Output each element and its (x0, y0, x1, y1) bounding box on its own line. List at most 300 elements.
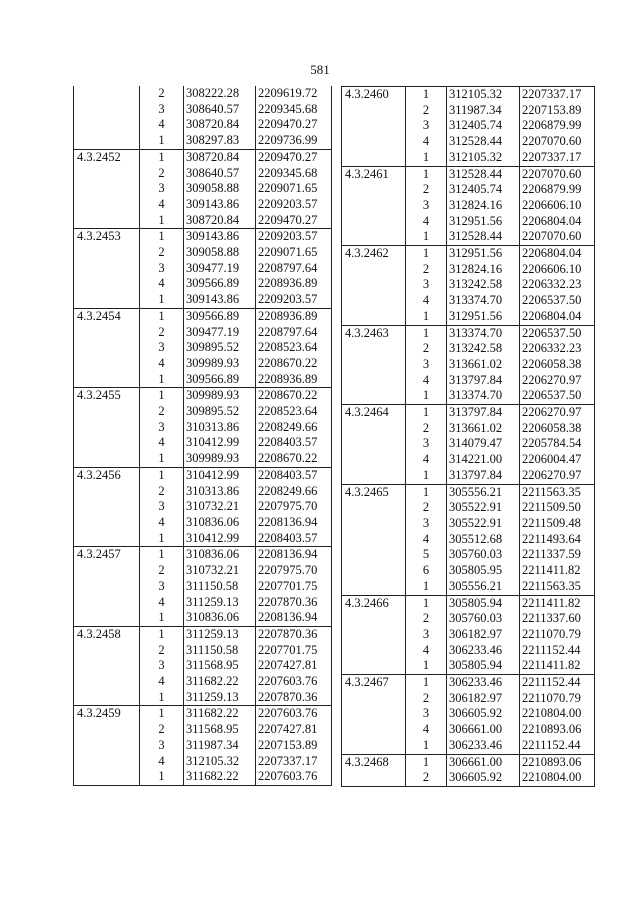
point-number-cell: 3 (406, 627, 447, 643)
x-coordinate-cell: 312824.16 (447, 262, 520, 278)
table-row (74, 261, 332, 277)
point-number-cell: 4 (406, 214, 447, 230)
parcel-id-cell (342, 643, 406, 659)
y-coordinate-cell: 2210893.06 (520, 722, 595, 738)
point-number-cell: 4 (140, 515, 184, 531)
table-row (74, 86, 332, 102)
parcel-id-cell (342, 262, 406, 278)
table-row (342, 468, 595, 484)
y-coordinate-cell: 2207870.36 (256, 595, 332, 611)
x-coordinate-cell: 310313.86 (184, 484, 256, 500)
parcel-id-cell (342, 421, 406, 437)
y-coordinate-cell: 2207070.60 (520, 229, 595, 245)
x-coordinate-cell: 305556.21 (447, 579, 520, 595)
parcel-id-cell (74, 276, 140, 292)
point-number-cell: 3 (406, 706, 447, 722)
x-coordinate-cell: 313374.70 (447, 388, 520, 404)
table-row (342, 229, 595, 245)
parcel-id-cell: 4.3.2457 (74, 547, 140, 563)
y-coordinate-cell: 2206879.99 (520, 118, 595, 134)
point-number-cell: 3 (406, 516, 447, 532)
point-number-cell: 1 (406, 405, 447, 421)
point-number-cell: 4 (406, 373, 447, 389)
table-row (74, 435, 332, 451)
x-coordinate-cell: 308222.28 (184, 86, 256, 102)
table-row (342, 658, 595, 674)
point-number-cell: 1 (140, 769, 184, 785)
point-number-cell: 3 (140, 340, 184, 356)
table-row (342, 500, 595, 516)
parcel-id-cell (342, 229, 406, 245)
parcel-id-cell (74, 531, 140, 547)
y-coordinate-cell: 2206270.97 (520, 405, 595, 421)
table-row (74, 484, 332, 500)
y-coordinate-cell: 2206537.50 (520, 325, 595, 341)
x-coordinate-cell: 308640.57 (184, 166, 256, 182)
point-number-cell: 1 (406, 675, 447, 691)
y-coordinate-cell: 2209071.65 (256, 181, 332, 197)
y-coordinate-cell: 2207337.17 (256, 754, 332, 770)
y-coordinate-cell: 2211152.44 (520, 738, 595, 754)
x-coordinate-cell: 313661.02 (447, 421, 520, 437)
parcel-id-cell (342, 436, 406, 452)
y-coordinate-cell: 2211070.79 (520, 691, 595, 707)
point-number-cell: 2 (406, 770, 447, 786)
parcel-id-cell: 4.3.2462 (342, 246, 406, 262)
parcel-id-cell (342, 341, 406, 357)
table-row (342, 214, 595, 230)
y-coordinate-cell: 2211411.82 (520, 563, 595, 579)
table-row (74, 563, 332, 579)
x-coordinate-cell: 309989.93 (184, 388, 256, 404)
table-row (74, 722, 332, 738)
parcel-id-cell (74, 181, 140, 197)
y-coordinate-cell: 2207603.76 (256, 674, 332, 690)
table-row (342, 547, 595, 563)
parcel-id-cell (342, 611, 406, 627)
y-coordinate-cell: 2208136.94 (256, 515, 332, 531)
table-row (74, 117, 332, 133)
x-coordinate-cell: 305760.03 (447, 611, 520, 627)
y-coordinate-cell: 2208936.89 (256, 308, 332, 324)
coordinates-table-left (73, 86, 332, 786)
parcel-id-cell (342, 182, 406, 198)
point-number-cell: 6 (406, 563, 447, 579)
parcel-id-cell (342, 103, 406, 119)
x-coordinate-cell: 309143.86 (184, 197, 256, 213)
parcel-id-cell (342, 357, 406, 373)
point-number-cell: 1 (140, 292, 184, 308)
x-coordinate-cell: 309989.93 (184, 451, 256, 467)
parcel-id-cell: 4.3.2458 (74, 626, 140, 642)
point-number-cell: 3 (406, 357, 447, 373)
table-row (342, 754, 595, 770)
point-number-cell: 1 (140, 531, 184, 547)
x-coordinate-cell: 306182.97 (447, 691, 520, 707)
table-row (74, 325, 332, 341)
x-coordinate-cell: 312951.56 (447, 246, 520, 262)
point-number-cell: 2 (406, 500, 447, 516)
table-row (342, 691, 595, 707)
x-coordinate-cell: 309143.86 (184, 292, 256, 308)
x-coordinate-cell: 305522.91 (447, 516, 520, 532)
table-row (342, 277, 595, 293)
x-coordinate-cell: 313797.84 (447, 405, 520, 421)
x-coordinate-cell: 306605.92 (447, 770, 520, 786)
point-number-cell: 1 (406, 579, 447, 595)
x-coordinate-cell: 311987.34 (447, 103, 520, 119)
point-number-cell: 1 (140, 229, 184, 245)
parcel-id-cell (74, 404, 140, 420)
table-row (342, 563, 595, 579)
point-number-cell: 1 (406, 150, 447, 166)
x-coordinate-cell: 310313.86 (184, 420, 256, 436)
x-coordinate-cell: 310836.06 (184, 515, 256, 531)
x-coordinate-cell: 311568.95 (184, 658, 256, 674)
table-row (342, 675, 595, 691)
parcel-id-cell (74, 197, 140, 213)
table-row (342, 87, 595, 103)
x-coordinate-cell: 306182.97 (447, 627, 520, 643)
point-number-cell: 3 (406, 118, 447, 134)
parcel-id-cell (74, 754, 140, 770)
parcel-id-cell (342, 468, 406, 484)
point-number-cell: 4 (140, 435, 184, 451)
table-row (74, 166, 332, 182)
x-coordinate-cell: 309566.89 (184, 276, 256, 292)
table-row (74, 372, 332, 388)
parcel-id-cell (74, 166, 140, 182)
parcel-id-cell (342, 738, 406, 754)
point-number-cell: 3 (140, 261, 184, 277)
point-number-cell: 1 (140, 467, 184, 483)
y-coordinate-cell: 2207427.81 (256, 658, 332, 674)
table-row (342, 293, 595, 309)
parcel-id-cell (74, 658, 140, 674)
y-coordinate-cell: 2208403.57 (256, 435, 332, 451)
point-number-cell: 2 (140, 245, 184, 261)
x-coordinate-cell: 314221.00 (447, 452, 520, 468)
coordinates-table-right (341, 86, 595, 787)
y-coordinate-cell: 2206606.10 (520, 262, 595, 278)
y-coordinate-cell: 2206332.23 (520, 277, 595, 293)
x-coordinate-cell: 312951.56 (447, 214, 520, 230)
y-coordinate-cell: 2206537.50 (520, 388, 595, 404)
table-row (74, 451, 332, 467)
table-row (342, 134, 595, 150)
y-coordinate-cell: 2207870.36 (256, 690, 332, 706)
parcel-id-cell (74, 595, 140, 611)
table-row (74, 643, 332, 659)
point-number-cell: 4 (406, 643, 447, 659)
x-coordinate-cell: 312405.74 (447, 118, 520, 134)
point-number-cell: 3 (140, 579, 184, 595)
x-coordinate-cell: 311682.22 (184, 769, 256, 785)
parcel-id-cell (342, 388, 406, 404)
parcel-id-cell (342, 579, 406, 595)
y-coordinate-cell: 2207701.75 (256, 579, 332, 595)
point-number-cell: 2 (140, 563, 184, 579)
parcel-id-cell: 4.3.2467 (342, 675, 406, 691)
y-coordinate-cell: 2209345.68 (256, 102, 332, 118)
y-coordinate-cell: 2209071.65 (256, 245, 332, 261)
point-number-cell: 1 (406, 595, 447, 611)
x-coordinate-cell: 305805.94 (447, 658, 520, 674)
y-coordinate-cell: 2208936.89 (256, 276, 332, 292)
table-row (342, 118, 595, 134)
parcel-id-cell: 4.3.2464 (342, 405, 406, 421)
x-coordinate-cell: 305522.91 (447, 500, 520, 516)
x-coordinate-cell: 306233.46 (447, 675, 520, 691)
point-number-cell: 4 (406, 722, 447, 738)
y-coordinate-cell: 2211411.82 (520, 658, 595, 674)
x-coordinate-cell: 311682.22 (184, 706, 256, 722)
point-number-cell: 1 (406, 309, 447, 325)
parcel-id-cell (74, 133, 140, 149)
x-coordinate-cell: 312951.56 (447, 309, 520, 325)
parcel-id-cell: 4.3.2459 (74, 706, 140, 722)
point-number-cell: 1 (406, 484, 447, 500)
parcel-id-cell (342, 706, 406, 722)
table-row (342, 452, 595, 468)
x-coordinate-cell: 312405.74 (447, 182, 520, 198)
x-coordinate-cell: 309895.52 (184, 340, 256, 356)
parcel-id-cell: 4.3.2465 (342, 484, 406, 500)
y-coordinate-cell: 2205784.54 (520, 436, 595, 452)
y-coordinate-cell: 2207427.81 (256, 722, 332, 738)
point-number-cell: 2 (140, 86, 184, 102)
x-coordinate-cell: 310412.99 (184, 435, 256, 451)
parcel-id-cell (74, 420, 140, 436)
parcel-id-cell (342, 277, 406, 293)
point-number-cell: 1 (140, 690, 184, 706)
x-coordinate-cell: 305805.95 (447, 563, 520, 579)
point-number-cell: 3 (140, 658, 184, 674)
point-number-cell: 1 (140, 372, 184, 388)
table-row (342, 150, 595, 166)
parcel-id-cell: 4.3.2463 (342, 325, 406, 341)
x-coordinate-cell: 309058.88 (184, 181, 256, 197)
y-coordinate-cell: 2206537.50 (520, 293, 595, 309)
point-number-cell: 4 (140, 356, 184, 372)
table-row (342, 436, 595, 452)
table-row (74, 579, 332, 595)
y-coordinate-cell: 2208670.22 (256, 451, 332, 467)
table-row (74, 149, 332, 165)
y-coordinate-cell: 2206804.04 (520, 214, 595, 230)
y-coordinate-cell: 2207070.60 (520, 166, 595, 182)
parcel-id-cell (342, 198, 406, 214)
parcel-id-cell (342, 627, 406, 643)
point-number-cell: 4 (140, 754, 184, 770)
y-coordinate-cell: 2207337.17 (520, 87, 595, 103)
y-coordinate-cell: 2206804.04 (520, 309, 595, 325)
y-coordinate-cell: 2207153.89 (520, 103, 595, 119)
y-coordinate-cell: 2208523.64 (256, 404, 332, 420)
point-number-cell: 1 (406, 166, 447, 182)
parcel-id-cell (74, 579, 140, 595)
point-number-cell: 1 (140, 308, 184, 324)
y-coordinate-cell: 2208136.94 (256, 610, 332, 626)
x-coordinate-cell: 309143.86 (184, 229, 256, 245)
table-row (342, 579, 595, 595)
table-row (74, 738, 332, 754)
parcel-id-cell (342, 532, 406, 548)
x-coordinate-cell: 310836.06 (184, 547, 256, 563)
point-number-cell: 4 (140, 197, 184, 213)
table-row (342, 421, 595, 437)
parcel-id-cell (74, 102, 140, 118)
y-coordinate-cell: 2209203.57 (256, 292, 332, 308)
point-number-cell: 1 (406, 658, 447, 674)
point-number-cell: 3 (406, 277, 447, 293)
parcel-id-cell (74, 690, 140, 706)
parcel-id-cell (74, 499, 140, 515)
point-number-cell: 2 (406, 341, 447, 357)
x-coordinate-cell: 309058.88 (184, 245, 256, 261)
parcel-id-cell (342, 500, 406, 516)
point-number-cell: 4 (406, 532, 447, 548)
y-coordinate-cell: 2209619.72 (256, 86, 332, 102)
table-row (342, 325, 595, 341)
point-number-cell: 3 (406, 198, 447, 214)
x-coordinate-cell: 311987.34 (184, 738, 256, 754)
table-row (74, 499, 332, 515)
table-row (342, 516, 595, 532)
table-row (342, 770, 595, 786)
y-coordinate-cell: 2207153.89 (256, 738, 332, 754)
parcel-id-cell (74, 769, 140, 785)
parcel-id-cell (342, 134, 406, 150)
y-coordinate-cell: 2210893.06 (520, 754, 595, 770)
x-coordinate-cell: 306233.46 (447, 643, 520, 659)
point-number-cell: 1 (406, 229, 447, 245)
table-row (74, 197, 332, 213)
y-coordinate-cell: 2208670.22 (256, 388, 332, 404)
point-number-cell: 2 (406, 691, 447, 707)
x-coordinate-cell: 305512.68 (447, 532, 520, 548)
x-coordinate-cell: 306661.00 (447, 754, 520, 770)
point-number-cell: 2 (406, 262, 447, 278)
parcel-id-cell (74, 372, 140, 388)
parcel-id-cell (342, 563, 406, 579)
x-coordinate-cell: 313242.58 (447, 341, 520, 357)
point-number-cell: 1 (140, 149, 184, 165)
table-row (74, 467, 332, 483)
parcel-id-cell (342, 658, 406, 674)
point-number-cell: 1 (140, 706, 184, 722)
x-coordinate-cell: 309477.19 (184, 261, 256, 277)
x-coordinate-cell: 313242.58 (447, 277, 520, 293)
table-row (74, 674, 332, 690)
y-coordinate-cell: 2207975.70 (256, 499, 332, 515)
table-row (74, 706, 332, 722)
point-number-cell: 1 (406, 325, 447, 341)
y-coordinate-cell: 2208797.64 (256, 261, 332, 277)
y-coordinate-cell: 2209470.27 (256, 117, 332, 133)
table-row (342, 182, 595, 198)
table-row (342, 611, 595, 627)
y-coordinate-cell: 2208670.22 (256, 356, 332, 372)
parcel-id-cell (342, 373, 406, 389)
point-number-cell: 2 (140, 643, 184, 659)
table-row (74, 404, 332, 420)
point-number-cell: 5 (406, 547, 447, 563)
y-coordinate-cell: 2211152.44 (520, 675, 595, 691)
table-row (74, 181, 332, 197)
table-row (74, 547, 332, 563)
table-row (342, 738, 595, 754)
table-row (342, 198, 595, 214)
y-coordinate-cell: 2208136.94 (256, 547, 332, 563)
x-coordinate-cell: 312528.44 (447, 229, 520, 245)
table-row (342, 373, 595, 389)
point-number-cell: 4 (140, 674, 184, 690)
parcel-id-cell (74, 643, 140, 659)
page-number: 581 (310, 62, 330, 77)
x-coordinate-cell: 311259.13 (184, 690, 256, 706)
parcel-id-cell (74, 86, 140, 102)
y-coordinate-cell: 2207701.75 (256, 643, 332, 659)
parcel-id-cell (74, 722, 140, 738)
point-number-cell: 1 (406, 468, 447, 484)
table-row (342, 246, 595, 262)
table-row (74, 626, 332, 642)
x-coordinate-cell: 310412.99 (184, 467, 256, 483)
table-row (74, 308, 332, 324)
parcel-id-cell (342, 516, 406, 532)
x-coordinate-cell: 309566.89 (184, 372, 256, 388)
parcel-id-cell (74, 484, 140, 500)
x-coordinate-cell: 306233.46 (447, 738, 520, 754)
y-coordinate-cell: 2206332.23 (520, 341, 595, 357)
parcel-id-cell (342, 452, 406, 468)
x-coordinate-cell: 313661.02 (447, 357, 520, 373)
table-row (74, 515, 332, 531)
parcel-id-cell (74, 356, 140, 372)
point-number-cell: 1 (406, 87, 447, 103)
parcel-id-cell (342, 547, 406, 563)
parcel-id-cell: 4.3.2455 (74, 388, 140, 404)
parcel-id-cell (74, 451, 140, 467)
y-coordinate-cell: 2211411.82 (520, 595, 595, 611)
table-row (342, 484, 595, 500)
parcel-id-cell (74, 563, 140, 579)
table-row (342, 388, 595, 404)
y-coordinate-cell: 2206270.97 (520, 468, 595, 484)
table-row (74, 340, 332, 356)
point-number-cell: 4 (140, 595, 184, 611)
x-coordinate-cell: 311568.95 (184, 722, 256, 738)
y-coordinate-cell: 2207975.70 (256, 563, 332, 579)
parcel-id-cell (342, 118, 406, 134)
x-coordinate-cell: 308720.84 (184, 149, 256, 165)
table-row (74, 769, 332, 785)
table-row (74, 356, 332, 372)
x-coordinate-cell: 313374.70 (447, 293, 520, 309)
parcel-id-cell (342, 770, 406, 786)
y-coordinate-cell: 2208523.64 (256, 340, 332, 356)
table-row (74, 595, 332, 611)
parcel-id-cell (342, 293, 406, 309)
parcel-id-cell (342, 309, 406, 325)
table-row (74, 133, 332, 149)
table-row (74, 531, 332, 547)
point-number-cell: 4 (406, 452, 447, 468)
y-coordinate-cell: 2210804.00 (520, 706, 595, 722)
y-coordinate-cell: 2208249.66 (256, 420, 332, 436)
parcel-id-cell: 4.3.2454 (74, 308, 140, 324)
